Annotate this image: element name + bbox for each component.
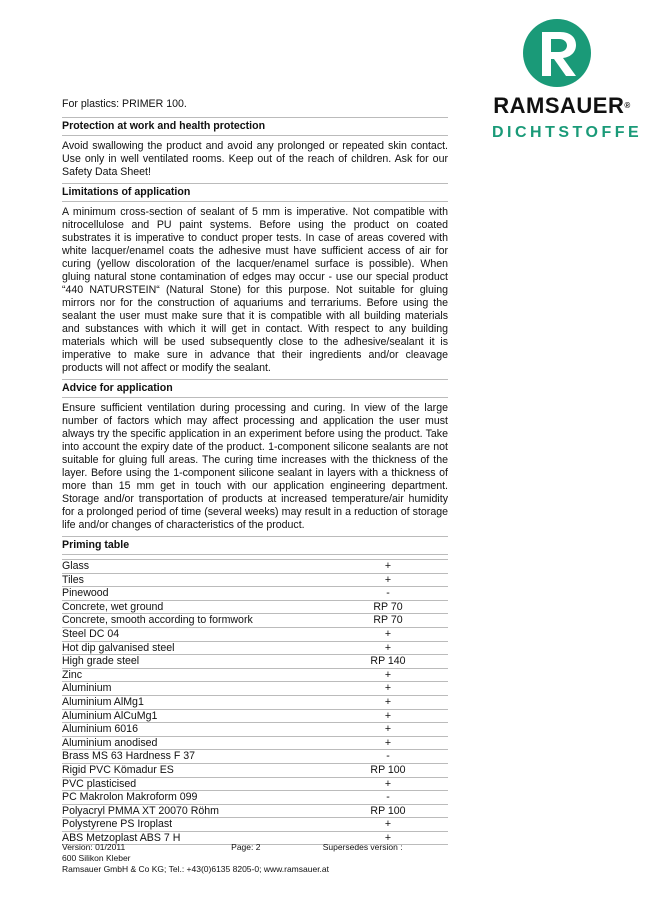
table-row bbox=[62, 614, 448, 628]
primer-value-cell: + bbox=[328, 709, 448, 723]
section-text-limitations: A minimum cross-section of sealant of 5 mm is imperative. Not compatible with nitrocellulose and PU paint systems. Before using the product on coated substrates it is imperative to conduct proper tests. In case of areas covered with white lacquer/enamel coats the adhesive must have sufficient access of air for curing (yellow discoloration of the lacquer/enamel surface is possible). When gluing natural stone contamination of edges may occur - use our special product “440 NATURSTEIN“ (Natural Stone) for this purpose. Not suitable for gluing mirrors nor for the construction of aquariums and terrariums. Before using the sealant the user must make sure that it is compatible with all building materials and substances with which it will get in contact. With respect to any building materials which will be used subsequently close to the adhesive/sealant it is imperative to make sure in advance that their ingredients and/or cleavage products will not affect or modify the sealant. bbox=[62, 206, 448, 374]
primer-value-cell: + bbox=[328, 777, 448, 791]
material-cell: Concrete, smooth according to formwork bbox=[62, 614, 328, 628]
material-cell: Glass bbox=[62, 560, 328, 574]
brand-name: RAMSAUER® bbox=[493, 93, 631, 118]
section-heading-limitations: Limitations of application bbox=[62, 183, 448, 202]
primer-value-cell: + bbox=[328, 736, 448, 750]
primer-value-cell: + bbox=[328, 682, 448, 696]
material-cell: PVC plasticised bbox=[62, 777, 328, 791]
material-cell: Polyacryl PMMA XT 20070 Röhm bbox=[62, 804, 328, 818]
brand-subtitle: DICHTSTOFFE bbox=[492, 124, 643, 141]
material-cell: Rigid PVC Kömadur ES bbox=[62, 763, 328, 777]
material-cell: Hot dip galvanised steel bbox=[62, 641, 328, 655]
table-row bbox=[62, 818, 448, 832]
material-cell: ABS Metzoplast ABS 7 H bbox=[62, 831, 328, 845]
table-row bbox=[62, 682, 448, 696]
material-cell: Aluminium AlMg1 bbox=[62, 695, 328, 709]
table-row bbox=[62, 655, 448, 669]
primer-value-cell: + bbox=[328, 831, 448, 845]
table-row bbox=[62, 560, 448, 574]
section-heading-priming: Priming table bbox=[62, 536, 448, 555]
primer-value-cell: RP 140 bbox=[328, 655, 448, 669]
material-cell: Pinewood bbox=[62, 587, 328, 601]
table-row bbox=[62, 573, 448, 587]
primer-value-cell: + bbox=[328, 573, 448, 587]
section-text-protection: Avoid swallowing the product and avoid any prolonged or repeated skin contact. Use only in well ventilated rooms. Keep out of the reach of children. Ask for our Safety Data Sheet! bbox=[62, 140, 448, 178]
table-row bbox=[62, 763, 448, 777]
primer-value-cell: RP 70 bbox=[328, 614, 448, 628]
section-heading-protection: Protection at work and health protection bbox=[62, 117, 448, 136]
table-row bbox=[62, 750, 448, 764]
footer-product: 600 Silikon Kleber bbox=[62, 853, 131, 863]
table-row bbox=[62, 587, 448, 601]
table-row bbox=[62, 709, 448, 723]
material-cell: Brass MS 63 Hardness F 37 bbox=[62, 750, 328, 764]
primer-value-cell: + bbox=[328, 560, 448, 574]
table-row bbox=[62, 641, 448, 655]
priming-table bbox=[62, 559, 448, 845]
footer-version: Version: 01/2011 bbox=[62, 842, 126, 852]
table-row bbox=[62, 736, 448, 750]
footer-company: Ramsauer GmbH & Co KG; Tel.: +43(0)6135 8205-0; www.ramsauer.at bbox=[62, 864, 330, 874]
table-row bbox=[62, 695, 448, 709]
primer-value-cell: RP 100 bbox=[328, 763, 448, 777]
document-body bbox=[62, 98, 448, 845]
table-row bbox=[62, 627, 448, 641]
primer-value-cell: RP 70 bbox=[328, 600, 448, 614]
ramsauer-logo bbox=[492, 14, 643, 154]
footer-page: Page: 2 bbox=[231, 842, 261, 852]
primer-value-cell: - bbox=[328, 750, 448, 764]
page-footer bbox=[62, 842, 462, 875]
table-row bbox=[62, 668, 448, 682]
table-row bbox=[62, 600, 448, 614]
material-cell: Steel DC 04 bbox=[62, 627, 328, 641]
primer-value-cell: - bbox=[328, 587, 448, 601]
material-cell: Tiles bbox=[62, 573, 328, 587]
section-text-advice: Ensure sufficient ventilation during processing and curing. In view of the large number of factors which may affect processing and application the user must always try the specific application in an experiment before using the product. Take into account the expiry date of the product. 1-component silicone sealants are not suitable for gluing full areas. The curing time increases with the thickness of the layer. Before using the 1-component silicone sealant in layers with a thickness of more than 15 mm get in touch with our application engineering department. Storage and/or transportation of products at increased temperature/air humidity for a prolonged period of time (several weeks) may result in a reduction of storage life and/or changes of characteristics of the product. bbox=[62, 402, 448, 531]
material-cell: Zinc bbox=[62, 668, 328, 682]
footer-supersedes: Supersedes version : bbox=[322, 842, 403, 852]
intro-text: For plastics: PRIMER 100. bbox=[62, 98, 187, 110]
primer-value-cell: - bbox=[328, 791, 448, 805]
primer-value-cell: + bbox=[328, 695, 448, 709]
material-cell: High grade steel bbox=[62, 655, 328, 669]
material-cell: Aluminium bbox=[62, 682, 328, 696]
material-cell: Aluminium anodised bbox=[62, 736, 328, 750]
primer-value-cell: + bbox=[328, 668, 448, 682]
material-cell: Concrete, wet ground bbox=[62, 600, 328, 614]
table-row bbox=[62, 791, 448, 805]
table-row bbox=[62, 723, 448, 737]
table-row bbox=[62, 777, 448, 791]
primer-value-cell: + bbox=[328, 723, 448, 737]
material-cell: Aluminium 6016 bbox=[62, 723, 328, 737]
primer-value-cell: + bbox=[328, 818, 448, 832]
section-heading-advice: Advice for application bbox=[62, 379, 448, 398]
material-cell: PC Makrolon Makroform 099 bbox=[62, 791, 328, 805]
primer-value-cell: + bbox=[328, 627, 448, 641]
primer-value-cell: + bbox=[328, 641, 448, 655]
material-cell: Aluminium AlCuMg1 bbox=[62, 709, 328, 723]
primer-value-cell: RP 100 bbox=[328, 804, 448, 818]
table-row bbox=[62, 804, 448, 818]
material-cell: Polystyrene PS Iroplast bbox=[62, 818, 328, 832]
logo-r-emblem-icon bbox=[522, 18, 592, 88]
